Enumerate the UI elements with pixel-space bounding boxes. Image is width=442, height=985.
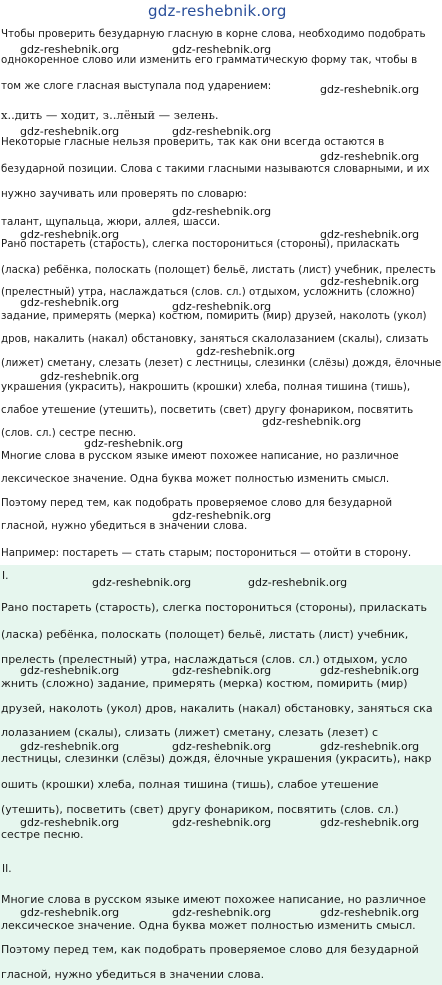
answer-line: жнить (сложно) задание, примерять (мерка) костюм, помирить (мир) — [1, 677, 408, 690]
watermark: gdz-reshebnik.org — [20, 740, 120, 753]
watermark: gdz-reshebnik.org — [248, 576, 348, 589]
answer-line: лексическое значение. Одна буква может полностью изменить смысл. — [1, 919, 416, 932]
watermark: gdz-reshebnik.org — [20, 228, 120, 241]
intro-line: нужно заучивать или проверять по словарю: — [1, 188, 247, 200]
watermark: gdz-reshebnik.org — [20, 296, 120, 309]
intro-line: Поэтому перед тем, как подобрать проверяемое слово для безударной — [1, 497, 393, 509]
watermark: gdz-reshebnik.org — [172, 125, 272, 138]
example-line: х..дить — ходит, з..лёный — зелень. — [1, 108, 219, 122]
watermark: gdz-reshebnik.org — [172, 906, 272, 919]
answer-line: сестре песню. — [1, 828, 84, 841]
watermark: gdz-reshebnik.org — [172, 43, 272, 56]
answer-line: Рано постареть (старость), слегка посторониться (стороны), приласкать — [1, 601, 427, 614]
section-numeral-1: I. — [2, 570, 9, 582]
watermark: gdz-reshebnik.org — [20, 906, 120, 919]
watermark: gdz-reshebnik.org — [20, 43, 120, 56]
exercise-line: слабое утешение (утешить), посветить (свет) другу фонариком, посвятить — [1, 404, 414, 416]
watermark: gdz-reshebnik.org — [262, 415, 362, 428]
watermark: gdz-reshebnik.org — [92, 576, 192, 589]
answer-line: друзей, наколоть (укол) дров, накалить (накал) обстановку, заняться ска — [1, 702, 433, 715]
watermark: gdz-reshebnik.org — [320, 906, 420, 919]
example-sentence: Например: постареть — стать старым; посторониться — отойти в сторону. — [1, 547, 412, 559]
watermark: gdz-reshebnik.org — [172, 300, 272, 313]
answer-line: ошить (крошки) хлеба, полная тишина (тишь), слабое утешение — [1, 778, 379, 791]
intro-line: Чтобы проверить безударную гласную в корне слова, необходимо подобрать — [1, 28, 426, 40]
exercise-line: (лижет) сметану, слезать (лезет) с лестницы, слезинки (слёзы) дождя, ёлочные — [1, 357, 442, 369]
answer-line: (утешить), посветить (свет) другу фонариком, посвятить (слов. сл.) — [1, 803, 399, 816]
intro-line: Некоторые гласные нельзя проверить, так как они всегда остаются в — [1, 136, 385, 148]
intro-line: однокоренное слово или изменить его грамматическую форму так, чтобы в — [1, 54, 418, 66]
answer-line: Поэтому перед тем, как подобрать проверяемое слово для безударной — [1, 943, 419, 956]
exercise-line: украшения (украсить), накрошить (крошки) хлеба, полная тишина (тишь), — [1, 381, 411, 393]
watermark: gdz-reshebnik.org — [320, 150, 420, 163]
watermark: gdz-reshebnik.org — [320, 816, 420, 829]
intro-line: Многие слова в русском языке имеют похожее написание, но различное — [1, 450, 399, 462]
answer-line: гласной, нужно убедиться в значении слова. — [1, 968, 265, 981]
intro-line: гласной, нужно убедиться в значении слова. — [1, 520, 248, 532]
watermark: gdz-reshebnik.org — [320, 664, 420, 677]
watermark: gdz-reshebnik.org — [172, 816, 272, 829]
exercise-line: (слов. сл.) сестре песню. — [1, 427, 137, 439]
watermark: gdz-reshebnik.org — [320, 83, 420, 96]
exercise-line: (ласка) ребёнка, полоскать (полощет) бельё, листать (лист) учебник, прелесть — [1, 264, 436, 276]
answer-line: (ласка) ребёнка, полоскать (полощет) бельё, листать (лист) учебник, — [1, 628, 409, 641]
watermark: gdz-reshebnik.org — [320, 275, 420, 288]
exercise-line: Рано постареть (старость), слегка посторониться (стороны), приласкать — [1, 238, 400, 250]
intro-line: том же слоге гласная выступала под ударением: — [1, 80, 272, 92]
watermark: gdz-reshebnik.org — [20, 125, 120, 138]
watermark: gdz-reshebnik.org — [172, 664, 272, 677]
watermark: gdz-reshebnik.org — [172, 509, 272, 522]
watermark: gdz-reshebnik.org — [20, 816, 120, 829]
watermark: gdz-reshebnik.org — [196, 345, 296, 358]
intro-line: безударной позиции. Слова с такими гласными называются словарными, и их — [1, 163, 430, 175]
intro-line: лексическое значение. Одна буква может полностью изменить смысл. — [1, 473, 390, 485]
watermark: gdz-reshebnik.org — [172, 205, 272, 218]
watermark: gdz-reshebnik.org — [40, 370, 140, 383]
site-watermark-header: gdz-reshebnik.org — [148, 2, 287, 20]
watermark: gdz-reshebnik.org — [172, 740, 272, 753]
watermark: gdz-reshebnik.org — [320, 228, 420, 241]
answer-line: Многие слова в русском языке имеют похожее написание, но различное — [1, 893, 426, 906]
exercise-line: задание, примерять (мерка) костюм, помирить (мир) друзей, наколоть (укол) — [1, 310, 427, 322]
exercise-line: дров, накалить (накал) обстановку, заняться скалолазанием (скалы), слизать — [1, 333, 429, 345]
answer-line: лолазанием (скалы), слизать (лижет) сметану, слезать (лезет) с — [1, 726, 379, 739]
watermark: gdz-reshebnik.org — [320, 740, 420, 753]
section-numeral-2: II. — [2, 863, 12, 875]
answer-line: лестницы, слезинки (слёзы) дождя, ёлочные украшения (украсить), накр — [1, 752, 432, 765]
watermark: gdz-reshebnik.org — [20, 664, 120, 677]
answer-line: прелесть (прелестный) утра, наслаждаться (слов. сл.) отдыхом, усло — [1, 653, 408, 666]
watermark: gdz-reshebnik.org — [84, 437, 184, 450]
dictionary-words-line: талант, щупальца, жюри, аллея, шасси. — [1, 216, 221, 228]
exercise-line: (прелестный) утра, наслаждаться (слов. сл.) отдыхом, усложнить (сложно) — [1, 286, 415, 298]
